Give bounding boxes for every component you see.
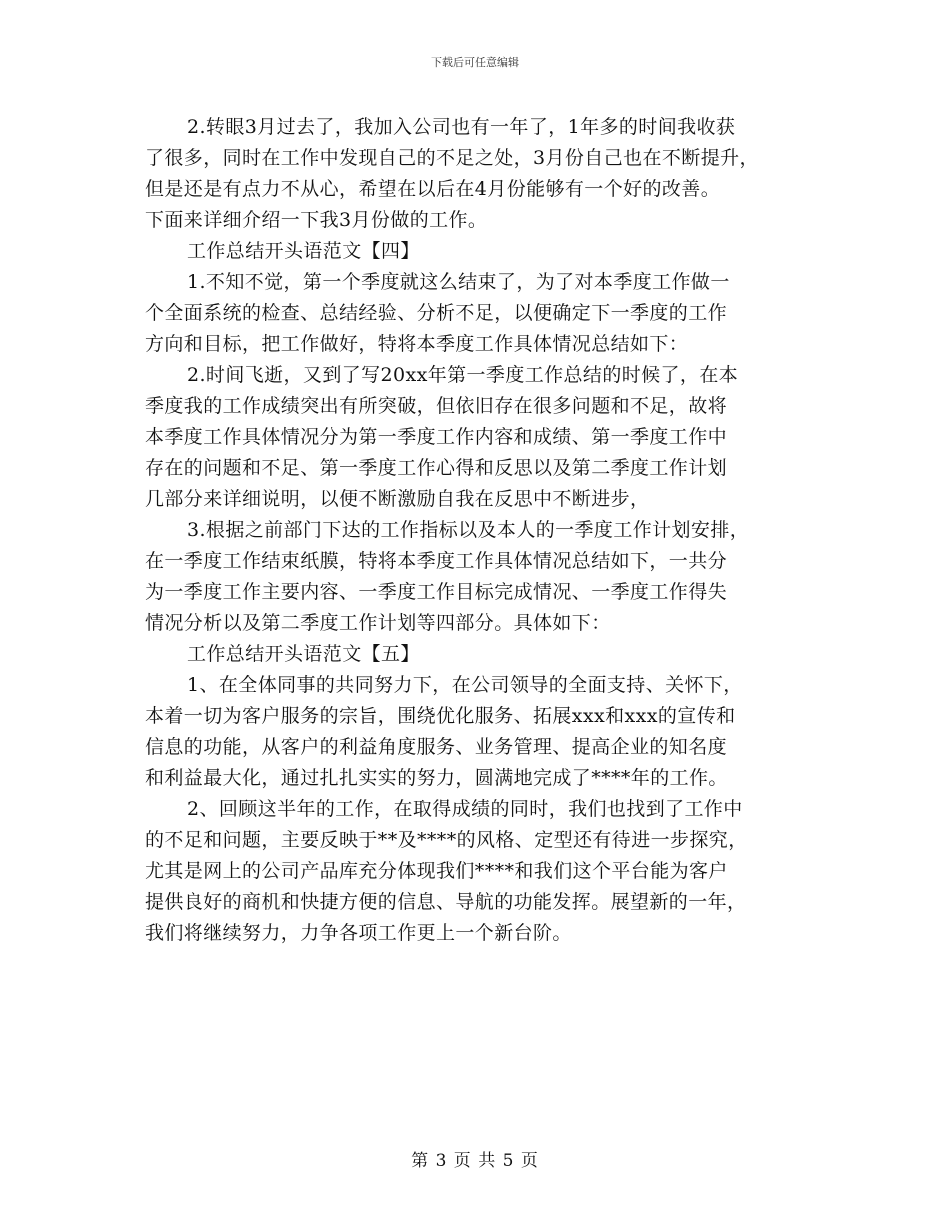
text-line: 方向和目标，把工作做好，特将本季度工作具体情况总结如下： bbox=[145, 333, 689, 355]
text-line: 我们将继续努力，力争各项工作更上一个新台阶。 bbox=[145, 922, 572, 944]
text-line: 个全面系统的检查、总结经验、分析不足，以便确定下一季度的工作 bbox=[145, 302, 728, 324]
text-line: 本季度工作具体情况分为第一季度工作内容和成绩、第一季度工作中 bbox=[145, 426, 728, 448]
page-header: 下载后可任意编辑 bbox=[431, 56, 519, 69]
text-line: 2、回顾这半年的工作，在取得成绩的同时，我们也找到了工作中 bbox=[187, 798, 743, 820]
text-line: 的不足和问题，主要反映于**及****的风格、定型还有待进一步探究， bbox=[145, 829, 748, 851]
text-line: 季度我的工作成绩突出有所突破，但依旧存在很多问题和不足，故将 bbox=[145, 395, 728, 417]
text-line: 1、在全体同事的共同努力下，在公司领导的全面支持、关怀下， bbox=[187, 674, 743, 696]
text-line: 情况分析以及第二季度工作计划等四部分。具体如下： bbox=[145, 612, 611, 634]
text-line: 几部分来详细说明，以便不断激励自我在反思中不断进步， bbox=[145, 488, 650, 510]
page-footer: 第 3 页 共 5 页 bbox=[411, 1151, 539, 1171]
text-line: 2.转眼3月过去了，我加入公司也有一年了，1年多的时间我收获 bbox=[187, 116, 736, 138]
text-line: 了很多，同时在工作中发现自己的不足之处，3月份自己也在不断提升， bbox=[145, 147, 759, 169]
text-line: 提供良好的商机和快捷方便的信息、导航的功能发挥。展望新的一年， bbox=[145, 891, 747, 913]
text-line: 存在的问题和不足、第一季度工作心得和反思以及第二季度工作计划 bbox=[145, 457, 728, 479]
text-line: 3.根据之前部门下达的工作指标以及本人的一季度工作计划安排， bbox=[187, 519, 750, 541]
text-line: 为一季度工作主要内容、一季度工作目标完成情况、一季度工作得失 bbox=[145, 581, 728, 603]
text-line: 信息的功能，从客户的利益角度服务、业务管理、提高企业的知名度 bbox=[145, 736, 728, 758]
text-line: 在一季度工作结束纸膜，特将本季度工作具体情况总结如下，一共分 bbox=[145, 550, 728, 572]
text-line: 本着一切为客户服务的宗旨，围绕优化服务、拓展xxx和xxx的宣传和 bbox=[145, 705, 736, 727]
document-body bbox=[145, 112, 815, 949]
text-line: 下面来详细介绍一下我3月份做的工作。 bbox=[145, 209, 488, 231]
text-line: 但是还是有点力不从心，希望在以后在4月份能够有一个好的改善。 bbox=[145, 178, 721, 200]
text-line: 1.不知不觉，第一个季度就这么结束了，为了对本季度工作做一 bbox=[187, 271, 730, 293]
text-line: 工作总结开头语范文【四】 bbox=[187, 240, 420, 262]
text-line: 工作总结开头语范文【五】 bbox=[187, 643, 420, 665]
text-line: 和利益最大化，通过扎扎实实的努力，圆满地完成了****年的工作。 bbox=[145, 767, 728, 789]
text-line: 尤其是网上的公司产品库充分体现我们****和我们这个平台能为客户 bbox=[145, 860, 728, 882]
text-line: 2.时间飞逝，又到了写20xx年第一季度工作总结的时候了，在本 bbox=[187, 364, 739, 386]
